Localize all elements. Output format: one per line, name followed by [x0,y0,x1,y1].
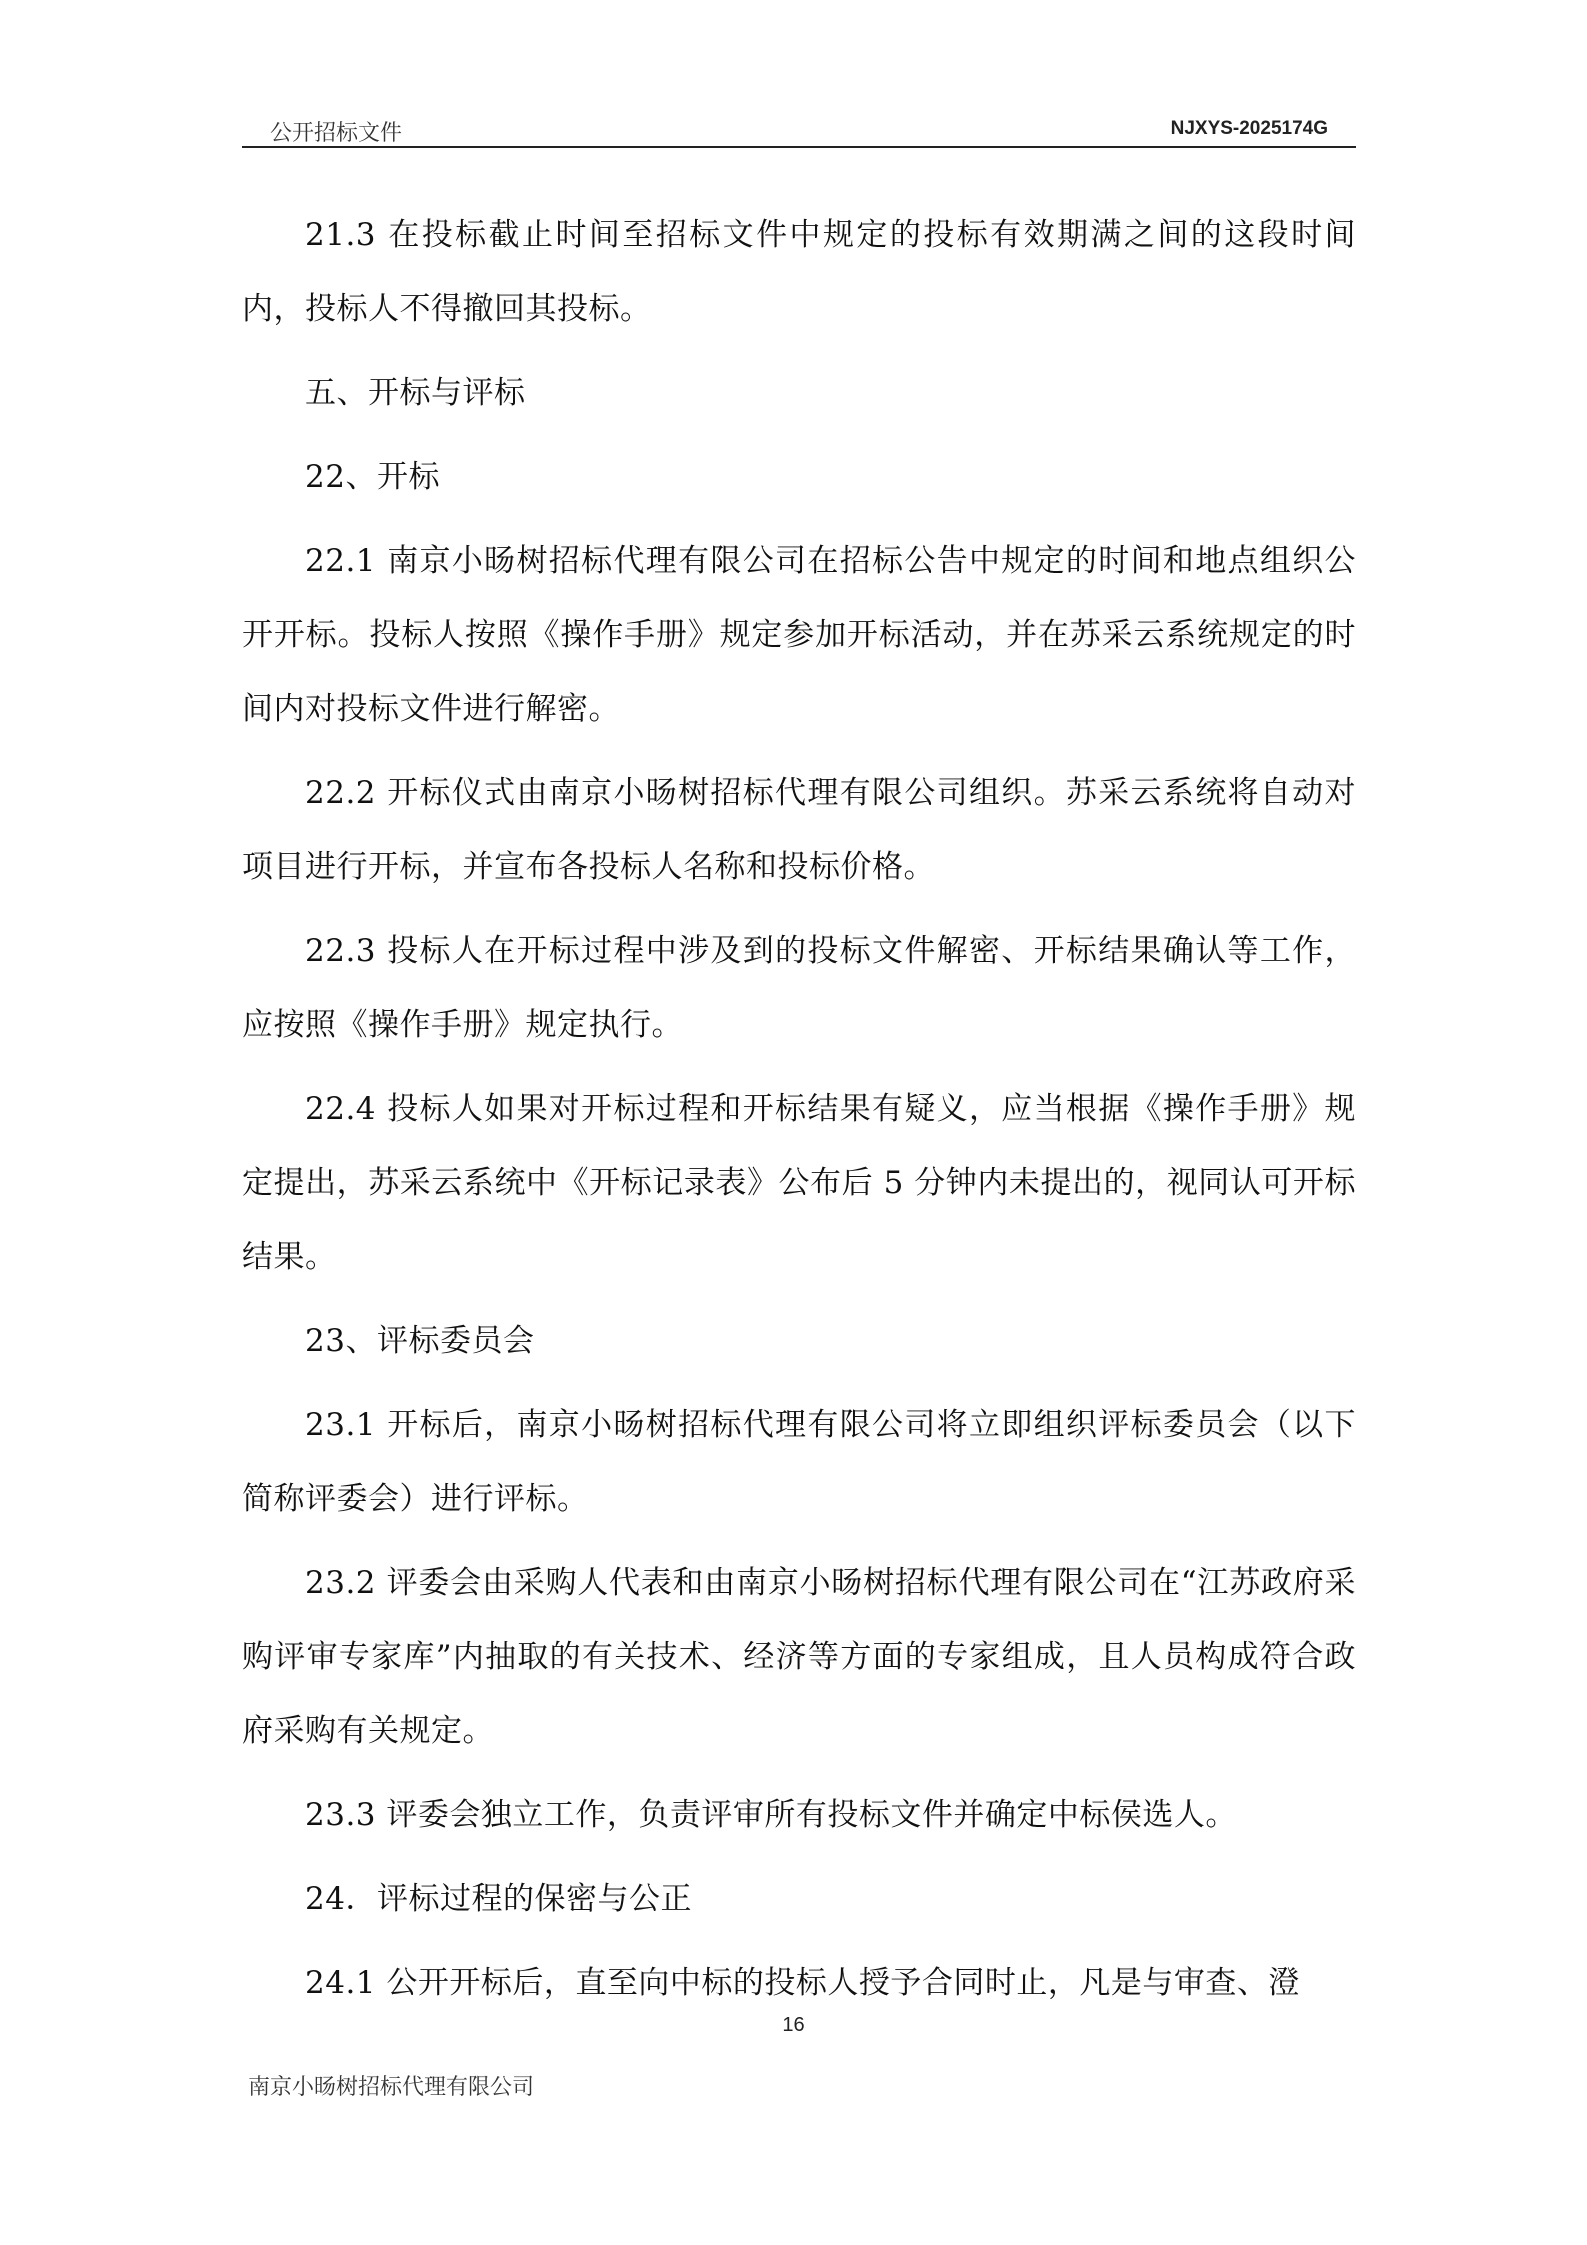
clause-heading-22: 22、开标 [305,459,440,495]
paragraph-21-3: 21.3 在投标截止时间至招标文件中规定的投标有效期满之间的这段时间内，投标人不得撤回其投标。 [242,217,1356,327]
paragraph-22-1: 22.1 南京小旸树招标代理有限公司在招标公告中规定的时间和地点组织公开开标。投标人按照《操作手册》规定参加开标活动，并在苏采云系统规定的时间内对投标文件进行解密。 [242,543,1356,727]
paragraph-22-2: 22.2 开标仪式由南京小旸树招标代理有限公司组织。苏采云系统将自动对项目进行开标，并宣布各投标人名称和投标价格。 [242,775,1356,885]
page-footer: 南京小旸树招标代理有限公司 [248,2075,535,2100]
document-title: 公开招标文件 [270,121,403,146]
project-number: NJXYS-2025174G [1170,118,1328,139]
page-header [242,114,1356,148]
clause-heading-24: 24．评标过程的保密与公正 [305,1881,692,1917]
document-body [242,198,1356,2030]
clause-heading-23: 23、评标委员会 [305,1323,535,1359]
paragraph-23-2: 23.2 评委会由采购人代表和由南京小旸树招标代理有限公司在“江苏政府采购评审专家库”内抽取的有关技术、经济等方面的专家组成，且人员构成符合政府采购有关规定。 [242,1565,1356,1749]
page-number: 16 [782,2014,805,2036]
paragraph-22-4: 22.4 投标人如果对开标过程和开标结果有疑义，应当根据《操作手册》规定提出，苏采云系统中《开标记录表》公布后 5 分钟内未提出的，视同认可开标结果。 [242,1091,1356,1275]
paragraph-24-1: 24.1 公开开标后，直至向中标的投标人授予合同时止，凡是与审查、澄 [305,1965,1300,2001]
paragraph-23-1: 23.1 开标后，南京小旸树招标代理有限公司将立即组织评标委员会（以下简称评委会）进行评标。 [242,1407,1356,1517]
paragraph-23-3: 23.3 评委会独立工作，负责评审所有投标文件并确定中标侯选人。 [305,1797,1237,1833]
section-heading-5: 五、开标与评标 [305,375,526,411]
paragraph-22-3: 22.3 投标人在开标过程中涉及到的投标文件解密、开标结果确认等工作，应按照《操作手册》规定执行。 [242,933,1356,1043]
